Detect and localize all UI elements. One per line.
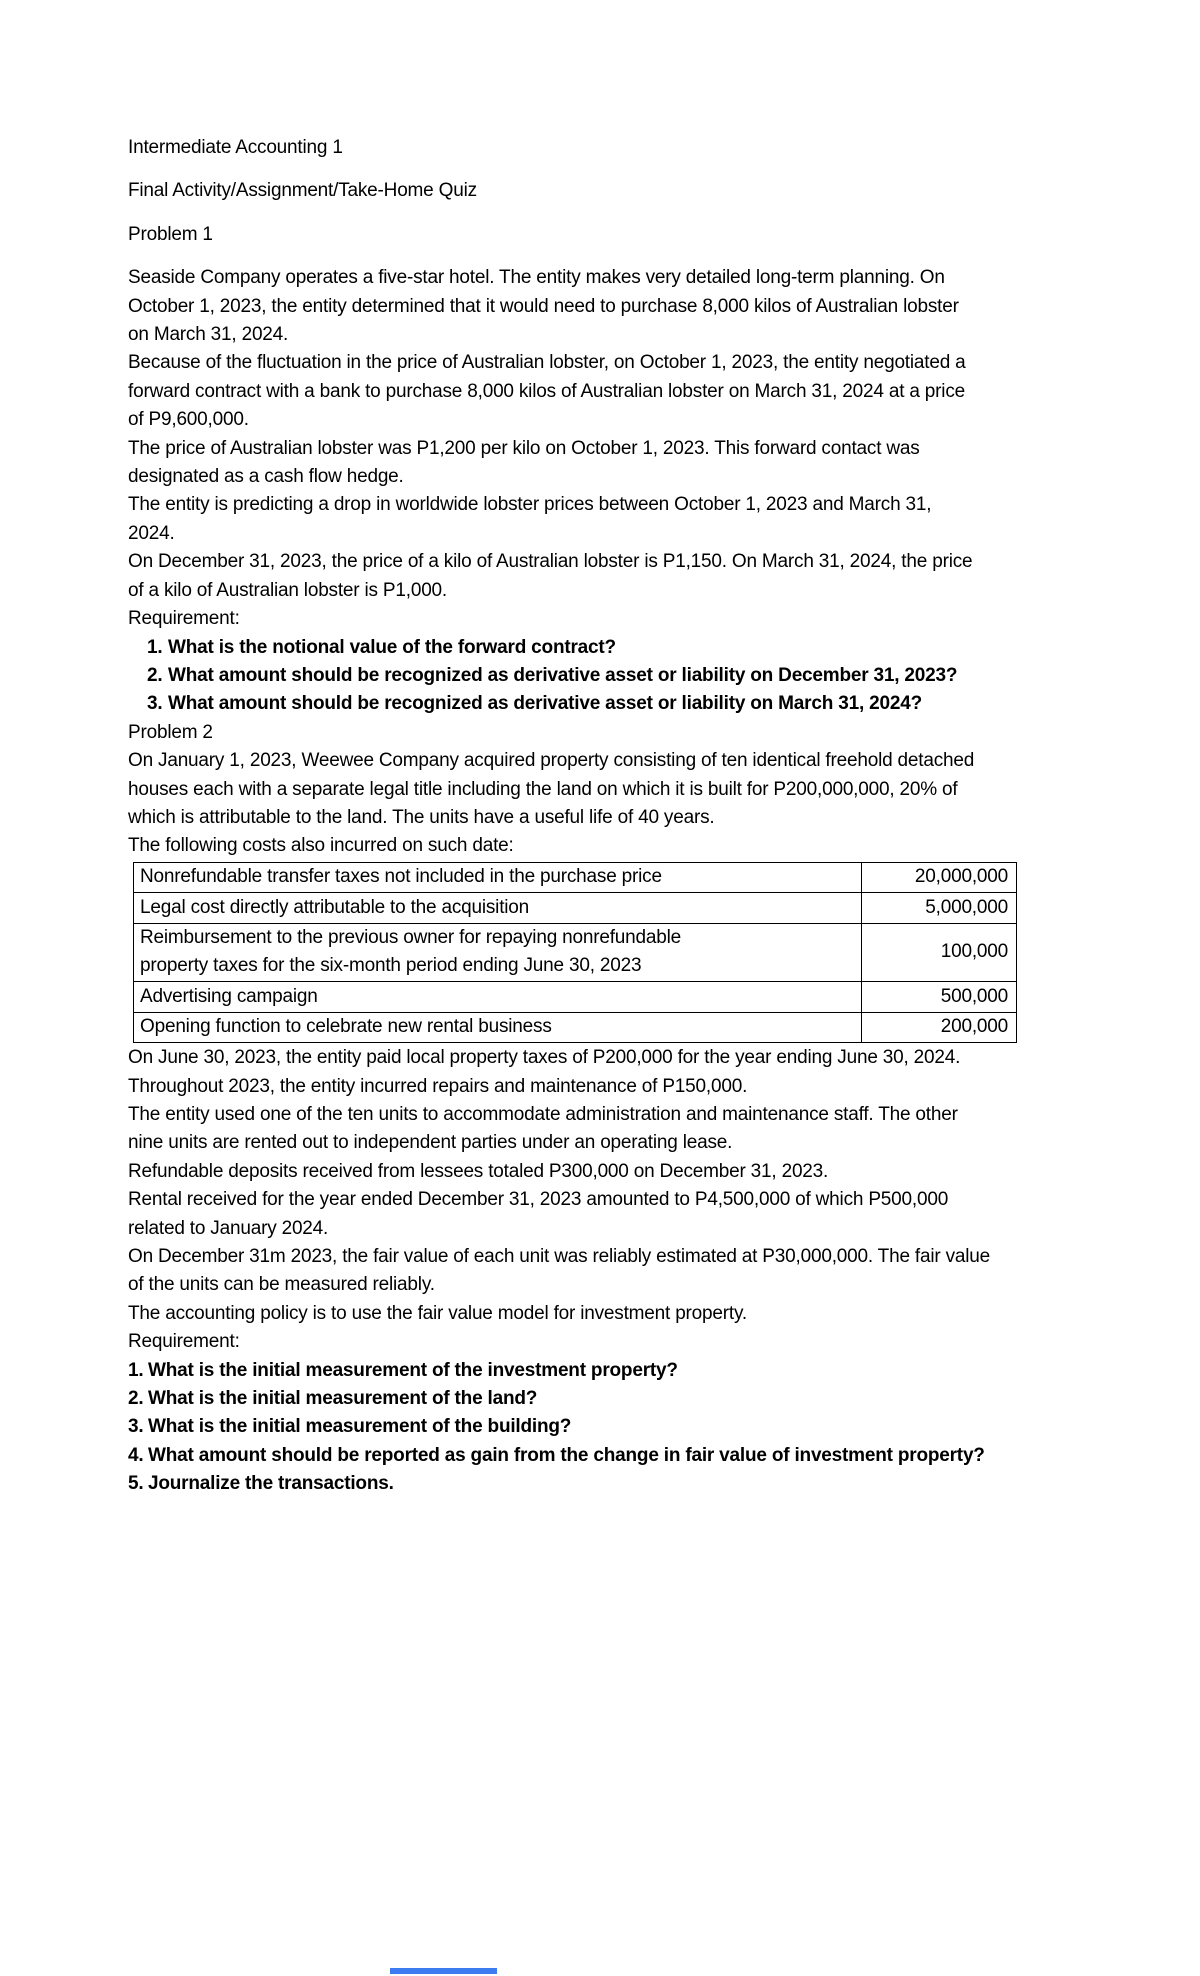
paragraph-line: On June 30, 2023, the entity paid local property taxes of P200,000 for the year ending June 30, 2024. — [128, 1047, 961, 1069]
requirement-item — [128, 690, 1100, 718]
cost-amount-cell: 100,000 — [862, 923, 1017, 982]
cost-label-cell — [134, 982, 862, 1012]
paragraph-line: The accounting policy is to use the fair value model for investment property. — [128, 1302, 747, 1324]
paragraph-line: on March 31, 2024. — [128, 324, 289, 346]
list-number: 3. — [147, 693, 163, 715]
list-number: 1. — [128, 1359, 144, 1381]
requirement-text: What amount should be recognized as derivative asset or liability on December 31, 2023? — [168, 664, 958, 686]
cost-amount-cell: 5,000,000 — [862, 893, 1017, 923]
table-row — [134, 982, 1017, 1012]
requirement-item — [128, 1442, 1100, 1470]
requirement-text: Journalize the transactions. — [148, 1473, 394, 1495]
paragraph-line: forward contract with a bank to purchase 8,000 kilos of Australian lobster on March 31, 2024 at a price — [128, 380, 965, 402]
requirement-text: What is the initial measurement of the investment property? — [148, 1359, 678, 1381]
table-row — [134, 862, 1017, 892]
list-number: 3. — [128, 1416, 144, 1438]
paragraph-line: nine units are rented out to independent parties under an operating lease. — [128, 1132, 733, 1154]
table-row — [134, 893, 1017, 923]
course-title: Intermediate Accounting 1 — [128, 137, 343, 158]
paragraph-line: The entity used one of the ten units to accommodate administration and maintenance staff. The other — [128, 1104, 958, 1125]
table-row — [134, 923, 1017, 982]
bottom-accent-bar — [390, 1968, 497, 1974]
paragraph-line: On December 31m 2023, the fair value of each unit was reliably estimated at P30,000,000. The fair value — [128, 1246, 991, 1268]
requirement-item — [128, 1357, 1100, 1385]
cost-amount-cell: 20,000,000 — [862, 862, 1017, 892]
requirement-text: What is the initial measurement of the building? — [148, 1416, 572, 1438]
problem-1-body — [128, 264, 1100, 633]
paragraph-line: Throughout 2023, the entity incurred repairs and maintenance of P150,000. — [128, 1075, 748, 1097]
requirement-text: What is the notional value of the forward contract? — [168, 636, 616, 658]
list-number: 4. — [128, 1444, 144, 1466]
requirement-text: What is the initial measurement of the land? — [148, 1388, 538, 1410]
paragraph-line: houses each with a separate legal title including the land on which it is built for P200,000,000, 20% of — [128, 778, 958, 800]
cost-label-line: Reimbursement to the previous owner for repaying nonrefundable — [140, 927, 682, 949]
problem-1-requirements — [128, 634, 1100, 719]
table-row — [134, 1012, 1017, 1042]
requirement-label: Requirement: — [128, 1331, 240, 1353]
problem-2-requirements — [128, 1357, 1100, 1499]
cost-amount-cell: 500,000 — [862, 982, 1017, 1012]
paragraph-line: related to January 2024. — [128, 1217, 329, 1239]
paragraph-line: Because of the fluctuation in the price of Australian lobster, on October 1, 2023, the entity negotiated a — [128, 352, 966, 374]
paragraph-line: The entity is predicting a drop in worldwide lobster prices between October 1, 2023 and March 31, — [128, 494, 932, 516]
doc-subtitle: Final Activity/Assignment/Take-Home Quiz — [128, 180, 477, 202]
cost-label-line: Legal cost directly attributable to the acquisition — [140, 896, 530, 918]
list-number: 5. — [128, 1473, 144, 1495]
cost-label-cell — [134, 893, 862, 923]
cost-label-cell — [134, 862, 862, 892]
paragraph-line: Refundable deposits received from lessees totaled P300,000 on December 31, 2023. — [128, 1160, 829, 1182]
paragraph-line: October 1, 2023, the entity determined that it would need to purchase 8,000 kilos of Australian lobster — [128, 295, 959, 317]
paragraph-line: Seaside Company operates a five-star hotel. The entity makes very detailed long-term planning. On — [128, 267, 945, 289]
cost-label-line: Advertising campaign — [140, 985, 318, 1007]
costs-table — [133, 862, 1017, 1043]
requirement-label: Requirement: — [128, 608, 240, 630]
paragraph-line: of a kilo of Australian lobster is P1,000. — [128, 579, 448, 601]
paragraph-line: Rental received for the year ended December 31, 2023 amounted to P4,500,000 of which P500,000 — [128, 1189, 949, 1211]
requirement-item — [128, 634, 1100, 662]
cost-label-cell — [134, 1012, 862, 1042]
cost-label-cell — [134, 923, 862, 982]
cost-label-line: Opening function to celebrate new rental business — [140, 1016, 552, 1038]
requirement-item — [128, 1470, 1100, 1498]
paragraph-line: designated as a cash flow hedge. — [128, 466, 404, 488]
cost-amount-cell: 200,000 — [862, 1012, 1017, 1042]
list-number: 1. — [147, 636, 163, 658]
list-number: 2. — [147, 664, 163, 686]
paragraph-line: of P9,600,000. — [128, 409, 249, 431]
requirement-text: What amount should be recognized as derivative asset or liability on March 31, 2024? — [168, 693, 922, 715]
problem-1-heading: Problem 1 — [128, 223, 213, 245]
requirement-text: What amount should be reported as gain from the change in fair value of investment property? — [148, 1444, 985, 1466]
paragraph-line: The following costs also incurred on such date: — [128, 835, 514, 857]
cost-label-line: property taxes for the six-month period ending June 30, 2023 — [140, 955, 642, 977]
problem-2-body — [128, 1044, 1100, 1356]
paragraph-line: 2024. — [128, 522, 175, 544]
requirement-item — [128, 662, 1100, 690]
paragraph-line: On December 31, 2023, the price of a kilo of Australian lobster is P1,150. On March 31, 2024, the price — [128, 551, 973, 573]
paragraph-line: The price of Australian lobster was P1,200 per kilo on October 1, 2023. This forward contact was — [128, 437, 920, 459]
paragraph-line: which is attributable to the land. The units have a useful life of 40 years. — [128, 806, 715, 828]
paragraph-line: On January 1, 2023, Weewee Company acquired property consisting of ten identical freehold detached — [128, 750, 975, 772]
problem-2-intro — [128, 747, 1100, 861]
cost-label-line: Nonrefundable transfer taxes not included in the purchase price — [140, 866, 662, 888]
paragraph-line: of the units can be measured reliably. — [128, 1274, 435, 1296]
list-number: 2. — [128, 1388, 144, 1410]
requirement-item — [128, 1385, 1100, 1413]
requirement-item — [128, 1413, 1100, 1441]
problem-2-heading: Problem 2 — [128, 721, 213, 743]
